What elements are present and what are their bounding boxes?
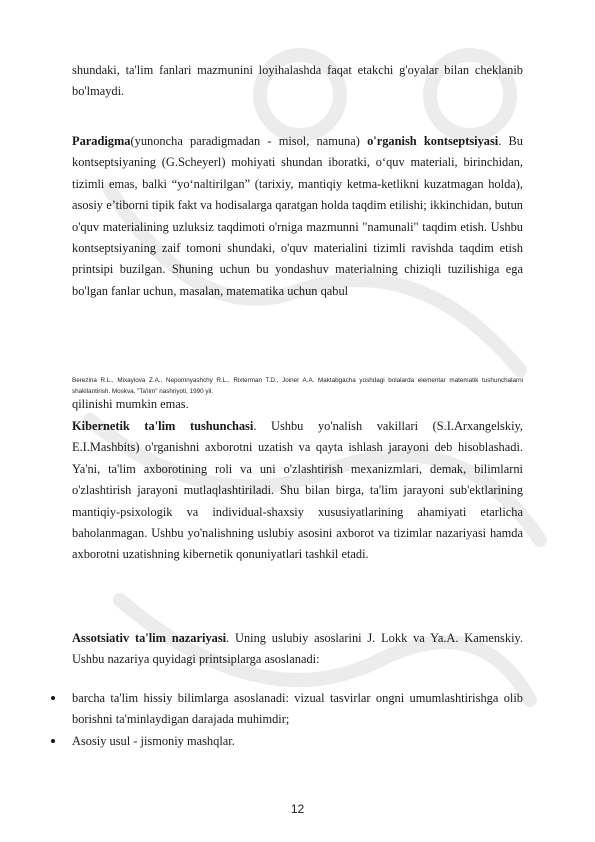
paragraph-paradigm [72,131,523,302]
paragraph-intro: shundaki, ta'lim fanlari mazmunini loyihalashda faqat etakchi g'oyalar bilan cheklanib bo'lmaydi. [72,63,523,99]
term-cybernetic: Kibernetik ta'lim tushunchasi [72,419,254,433]
associative-body: . Uning uslubiy asoslarini J. Lokk va Ya.A. Kamenskiy. Ushbu nazariya quyidagi printsiplarga asoslanadi: [72,631,524,667]
page-number: 12 [290,802,305,816]
term-learning-concept: o'rganish kontseptsiyasi [359,134,499,148]
bullet-icon [51,739,55,743]
paragraph-continuation: qilinishi mumkin emas. [72,397,189,411]
paragraph-cybernetic [72,416,523,566]
bullet-text: barcha ta'lim hissiy bilimlarga asoslanadi: vizual tasvirlar ongni umumlashtirishga olib borishni ta'minlaydigan darajada muhimdir; [72,691,523,727]
footnote: Berezina R.L., Mixaylova Z.A., Nepomnyashchy R.L., Rixterman T.D., Joiner A.A. Maktabgacha yoshdagi bolalarda elementar matematik tushunchalarni shakllantirish. Moskva, "Ta'lim" nashriyoti, 1990 yil. [72,377,523,395]
term-associative: Assotsiativ ta'lim nazariyasi [72,631,227,645]
paradigm-intro: (yunoncha paradigmadan - misol, namuna) [130,134,360,148]
term-paradigm: Paradigma [72,134,131,148]
paragraph-associative [72,628,523,671]
cybernetic-body: . Ushbu yo'nalish vakillari (S.I.Arxangelskiy, E.I.Mashbits) o'rganishni axborotni uzatish va qayta ishlash jarayoni deb hisoblashadi. Ya'ni, ta'lim axborotining roli va uni o'zlashtirish mexanizmlari, demak, bilimlarni o'zlashtirish jarayoni mutlaqlashtiriladi. Shu bilan birga, ta'lim jarayoni sub'ektlarining mantiqiy-psixologik va individual-shaxsiy xususiyatlarining ahamiyati etarlicha baholanmagan. Ushbu yo'nalishning uslubiy asosini axborot va tizimlar nazariyasi hamda axborotni uzatishning kibernetik qonuniyatlari tashkil etadi. [72,419,523,562]
bullet-text: Asosiy usul - jismoniy mashqlar. [72,734,235,748]
bullet-icon [51,696,55,700]
paradigm-body: . Bu kontseptsiyaning (G.Scheyerl) mohiyati shundan iboratki, o‘quv materiali, birinchidan, tizimli emas, balki “yo‘naltirilgan” (tarixiy, mantiqiy ketma-ketlikni kuzatmagan holda), asosiy e’tiborni tipik fakt va hodisalarga qaratgan holda taqdim etilishi; ikkinchidan, butun o'quv materialining uzluksiz taqdimoti o'rniga mazmunni "namunali" taqdim etish. Ushbu kontseptsiyaning zaif tomoni shundaki, o'quv materialini tizimli ravishda taqdim etish printsipi buzilgan. Shuning uchun bu yondashuv materialning chiziqli tuzilishiga ega bo'lgan fanlar uchun, masalan, matematika uchun qabul [72,134,524,298]
